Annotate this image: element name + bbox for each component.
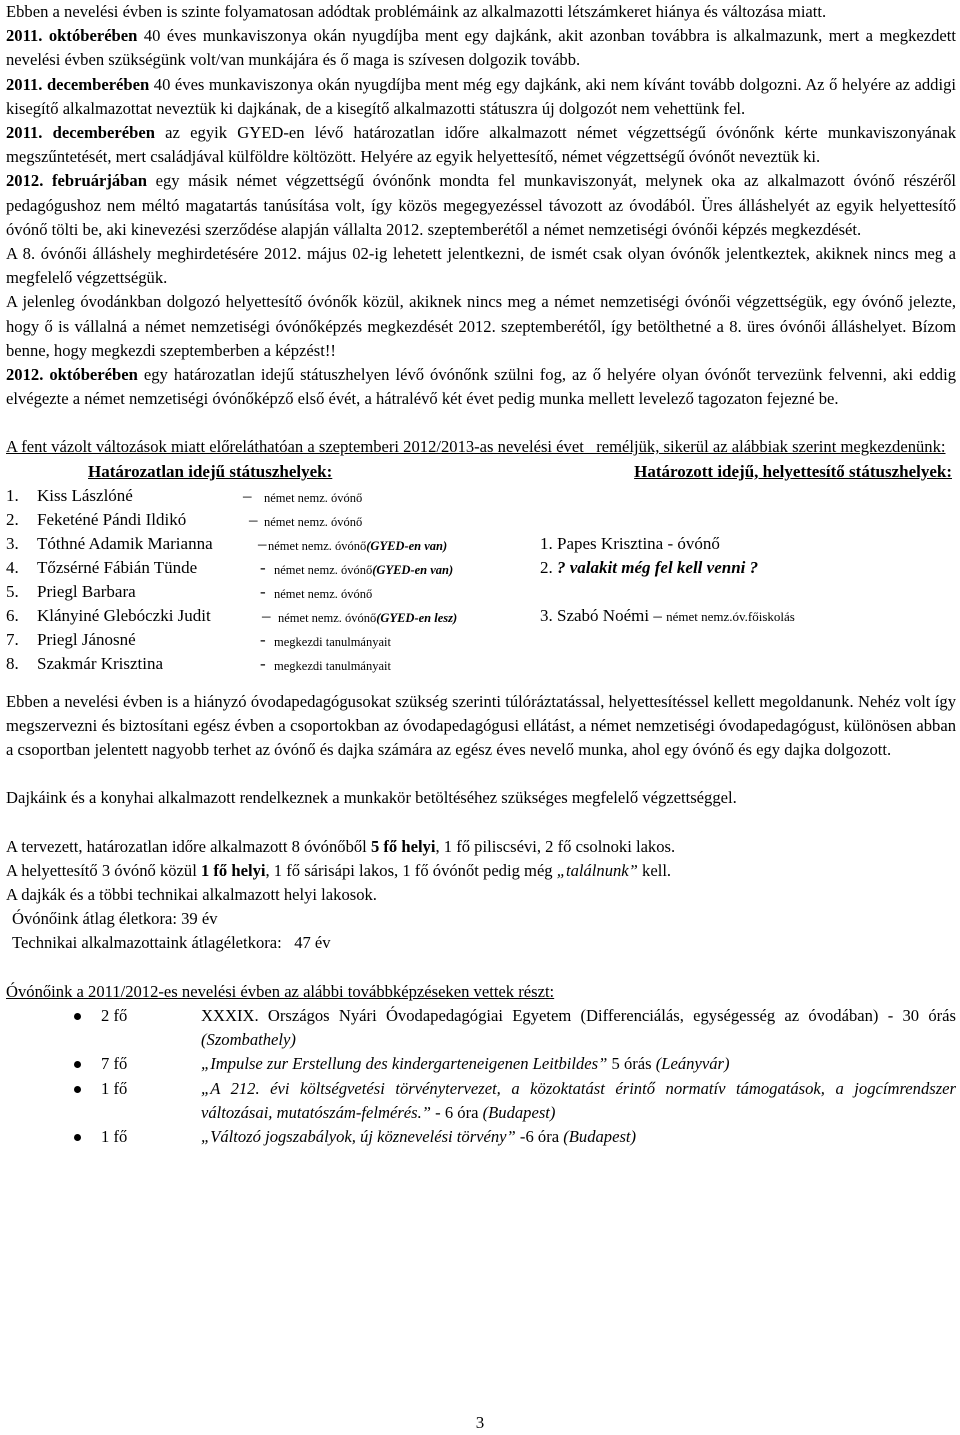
stat-line-1: A tervezett, határozatlan időre alkalmazott 8 óvónőből 5 fő helyi, 1 fő piliscsévi, 2 fő csolnoki lakos. (6, 836, 676, 856)
paragraph-6: A 8. óvónői álláshely meghirdetésére 2012. május 02-ig lehetett jelentkezni, de ismét csak olyan óvónők jelentkeztek, akiknek nincs meg a megfelelő végzettségük. (6, 244, 956, 288)
training-list (6, 1004, 956, 1149)
paragraph-10: Dajkáink és a konyhai alkalmazott rendelkeznek a munkakör betöltéséhez szükséges megfelelő végzettséggel. (6, 788, 737, 808)
temp-staff-row: 2. ? valakit még fel kell venni ? (540, 557, 759, 577)
staff-headings (6, 460, 956, 484)
stat-line-2: A helyettesítő 3 óvónő közül 1 fő helyi, 1 fő sárisápi lakos, 1 fő óvónőt pedig még „találnunk” kell. (6, 860, 672, 880)
training-item: 1 fő „A 212. évi költségvetési törvénytervezet, a közoktatást érintő normatív támogatások, a jogcímrendszer változásai, mutatószám-felmérés.” - 6 óra (Budapest) (6, 1077, 956, 1125)
staff-list: 1. Kiss Lászlóné – német nemz. óvónő 2. Feketéné Pándi Ildikó – német nemz. óvónő 3. Tóthné Adamik Marianna – német nemz. óvónő(GYED-en van) 4. Tőzsérné Fábián Tünde - német nemz. óvónő(GYED-en van) 5. Priegl Barbara - német nemz. óvónő 6. Klányiné Glebóczki Judit – német nemz. óvónő(GYED-en lesz) 7. Priegl Jánosné - megkezdi tanulmányait 8. Szakmár Krisztina - megkezdi tanulmányait 1. Papes Krisztina - óvónő 2. ? valakit még fel kell venni ? 3. Szabó Noémi – német nemz.óv.főiskolás (6, 485, 795, 673)
bullet-icon (74, 1134, 81, 1141)
heading-permanent: Határozatlan idejű státuszhelyek: (88, 461, 333, 481)
paragraph-1: Ebben a nevelési évben is szinte folyamatosan adódtak problémáink az alkalmazotti létszámkeret hiánya és változása miatt. (6, 2, 827, 21)
temp-staff-row: 1. Papes Krisztina - óvónő (540, 533, 720, 553)
heading-temporary: Határozott idejű, helyettesítő státuszhelyek: (634, 461, 952, 481)
paragraph-4: 2011. decemberében az egyik GYED-en lévő határozatlan időre alkalmazott német végzettségű óvónőnk kérte munkaviszonyának megszűntetését, mert családjával külföldre költözött. Helyére az egyik helyettesítő, német végzettségű óvónőt neveztük ki. (6, 123, 956, 167)
date-label: 2011. októberében (6, 26, 138, 46)
date-label: 2012. októberében (6, 365, 138, 385)
paragraph-9: Ebben a nevelési évben is a hiányzó óvodapedagógusokat szükség szerinti túlóráztatással, helyettesítéssel kellett megoldanunk. Nehéz volt így megszervezni és biztosítani egész évben a csoportokban az óvodapedagógusi ellátást, a német nemzetiségi óvodapedagógust, különösen abban a csoportban jelentett nagyobb terhet az óvónő és dajka számára az egész éves nevelő munka, ahol egy óvónő és egy dajka dolgozott. (6, 691, 956, 760)
training-item: 2 fő XXXIX. Országos Nyári Óvodapedagógiai Egyetem (Differenciálás, egységesség az óvodában) - 30 órás (Szombathely) (6, 1004, 956, 1052)
paragraph-3: 2011. decemberében 40 éves munkaviszonya okán nyugdíjba ment még egy dajkánk, aki nem kívánt tovább dolgozni. Az ő helyére az addigi kisegítő alkalmazottat neveztük ki dajkának, de a kisegítő alkalmazotti státuszra új dolgozót nem vehettünk fel. (6, 74, 956, 118)
paragraph-8: 2012. októberében egy határozatlan idejű státuszhelyen lévő óvónőnk szülni fog, az ő helyére olyan óvónőt tervezünk felvenni, aki eddig elvégezte a német nemzetiségi óvónőképző első évét, a hátralévő két évet pedig munka mellett levelező tagozaton fejezné be. (6, 365, 956, 409)
training-item: 7 fő „Impulse zur Erstellung des kindergarteneigenen Leitbildes” 5 órás (Leányvár) (6, 1052, 956, 1076)
training-title: Óvónőink a 2011/2012-es nevelési évben az alábbi továbbképzéseken vettek részt: (6, 981, 555, 1001)
stat-line-5: Technikai alkalmazottaink átlagéletkora: 47 év (12, 933, 331, 953)
temp-staff-row: 3. Szabó Noémi – német nemz.óv.főiskolás (540, 605, 795, 625)
paragraph-7: A jelenleg óvodánkban dolgozó helyettesítő óvónők közül, akiknek nincs meg a német nemzetiségi óvónői végzettségük, egy óvónő jelezte, hogy ő is vállalná a német nemzetiségi óvónőképzés megkezdését 2012. szeptemberétől, így betölthetné a 8. üres óvónői álláshelyet. Bízom benne, hogy megkezdi szeptemberben a képzést!! (6, 292, 956, 360)
bullet-icon (74, 1013, 81, 1020)
training-item: 1 fő „Változó jogszabályok, új köznevelési törvény” -6 óra (Budapest) (6, 1125, 956, 1149)
stat-line-3: A dajkák és a többi technikai alkalmazott helyi lakosok. (6, 885, 377, 905)
date-label: 2012. februárjában (6, 171, 147, 191)
intro-line: A fent vázolt változások miatt előreláthatóan a szeptemberi 2012/2013-as nevelési évet reméljük, sikerül az alábbiak szerint megkezdenünk: (6, 437, 946, 457)
date-label: 2011. decemberében (6, 123, 155, 143)
document-page (6, 0, 956, 1149)
stat-line-4: Óvónőink átlag életkora: 39 év (12, 909, 218, 929)
bullet-icon (74, 1086, 81, 1093)
paragraph-2: 2011. októberében 40 éves munkaviszonya okán nyugdíjba ment egy dajkánk, akit azonban továbbra is alkalmazunk, mert a megkezdett nevelési évben szükségünk volt/van munkájára és ő maga is szívesen dolgozik tovább. (6, 26, 956, 70)
date-label: 2011. decemberében (6, 74, 150, 94)
page-number: 3 (475, 1413, 485, 1432)
bullet-icon (74, 1061, 81, 1068)
paragraph-5: 2012. februárjában egy másik német végzettségű óvónőnk mondta fel munkaviszonyát, melynek oka az alkalmazott óvónő részéről pedagógushoz nem méltó magatartás tanúsítása volt, így közös megegyezéssel távozott az óvodából. Üres álláshelyét az egyik helyettesítő óvónő tölti be, aki kinevezési szerződése alapján vállalta 2012. szeptemberétől a német nemzetiségi óvónői képzés megkezdését. (6, 171, 957, 239)
